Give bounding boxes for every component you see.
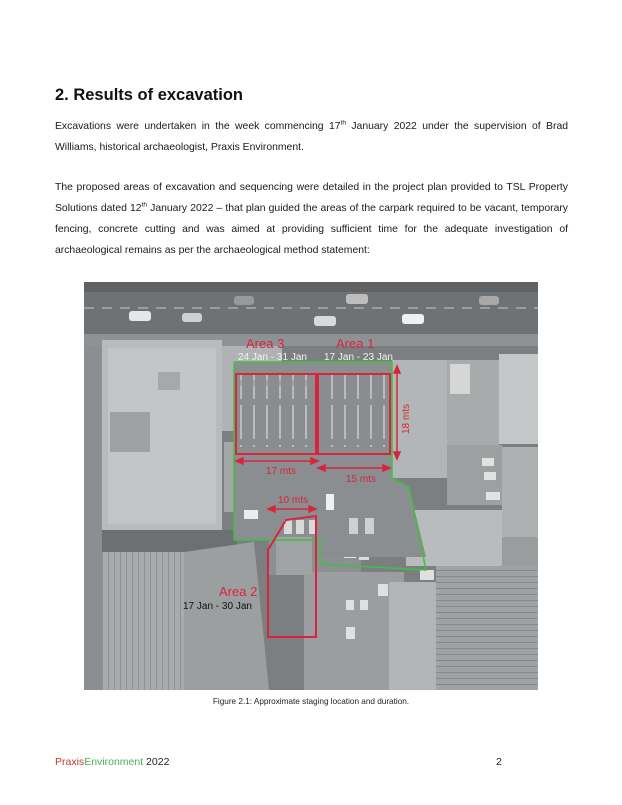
measure-18-mts: 18 mts	[401, 403, 412, 434]
area-2-label: Area 2	[219, 584, 258, 599]
para1-text-a: Excavations were undertaken in the week commencing 17	[55, 121, 341, 132]
footer-brand-praxis: Praxis	[55, 756, 85, 768]
building-left-bottom	[102, 552, 192, 690]
measure-15-mts: 15 mts	[346, 474, 377, 485]
para2-text-b: January 2022 – that plan guided the areas of the carpark required to be vacant, temporary fencing, concrete cutting and was aimed at providing sufficient time for the adequate investigation of archaeological remains as per the archaeological method statement:	[55, 203, 568, 256]
area-1-label: Area 1	[336, 336, 375, 351]
para1-ordinal: th	[340, 119, 346, 127]
figure-caption: Figure 2.1: Approximate staging location and duration.	[212, 697, 410, 706]
footer-brand-environment: Environment	[84, 756, 144, 768]
area-3-label: Area 3	[246, 336, 285, 351]
aerial-site-plan-figure	[84, 282, 538, 690]
measure-10-mts: 10 mts	[278, 495, 309, 506]
area-1-dates: 17 Jan - 23 Jan	[324, 352, 393, 363]
paragraph-excavation-dates	[55, 116, 568, 158]
aerial-site-plan	[84, 282, 538, 690]
section-heading: 2. Results of excavation	[55, 86, 243, 104]
para2-ordinal: th	[141, 201, 147, 209]
para2-text-a: The proposed areas of excavation and sequencing were detailed in the project plan provided to TSL Property Solutions dated 12	[55, 182, 568, 214]
area-2-dates: 17 Jan - 30 Jan	[183, 601, 252, 612]
footer-brand	[55, 756, 169, 768]
paragraph-project-plan	[55, 177, 568, 261]
area-3-dates: 24 Jan - 31 Jan	[238, 352, 307, 363]
para1-text-b: January 2022 under the supervision of Brad Williams, historical archaeologist, Praxis Environment.	[55, 121, 568, 153]
footer-year: 2022	[143, 756, 170, 768]
measure-17-mts: 17 mts	[266, 466, 297, 477]
building-right-c	[436, 566, 538, 690]
page-number: 2	[496, 756, 502, 768]
